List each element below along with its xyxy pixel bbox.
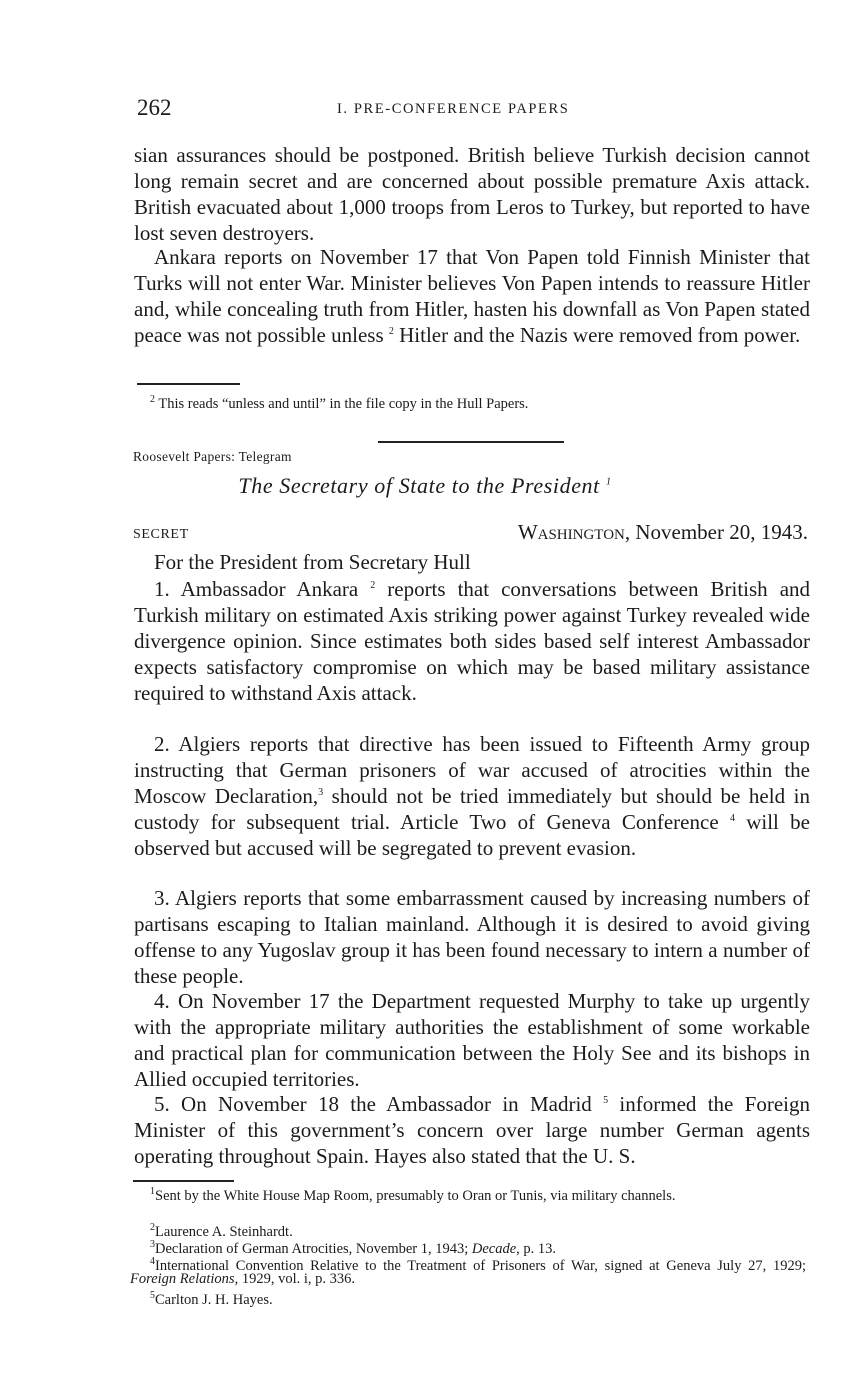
item-text: 2. Algiers reports that directive has been issued to Fifteenth Army group instructing that German prisoners of war accused of atrocities within the Moscow Declaration, <box>134 732 810 808</box>
footnote-separator <box>137 383 240 385</box>
footnote-text: , 1929, vol. i, p. 336. <box>234 1271 356 1287</box>
footnote-1 <box>130 1186 806 1204</box>
footnote-5 <box>130 1290 806 1308</box>
footnote-citation: Foreign Relations <box>130 1271 235 1287</box>
footnote-text: Sent by the White House Map Room, presumably to Oran or Tunis, via military channels. <box>155 1188 676 1204</box>
title-footnote-ref: 1 <box>605 476 612 488</box>
footnote-4 <box>130 1256 806 1287</box>
footnote-ref: 2 <box>370 580 376 591</box>
footnote-top <box>130 394 806 412</box>
item-text: should not be tried immediately but should be held in custody for subsequent trial. Article Two of Geneva Conference <box>134 783 810 834</box>
paragraph-text: Hitler and the Nazis were removed from power. <box>393 322 801 347</box>
running-head: I. PRE-CONFERENCE PAPERS <box>337 101 570 117</box>
continued-paragraph-2 <box>134 245 810 349</box>
item-text: reports that conversations between British and Turkish military on estimated Axis striking power against Turkey revealed wide divergence opinion. Since estimates both sides based self interest Ambassador expects satisfactory compromise on which may be based military assistance required to withstand Axis attack. <box>134 577 811 705</box>
item-text: 1. Ambassador Ankara <box>154 577 359 601</box>
item-5 <box>134 1092 810 1170</box>
footnote-text: Carlton J. H. Hayes. <box>155 1292 273 1308</box>
title-text: The Secretary of State to the President <box>238 473 600 498</box>
footnote-text: , p. 13. <box>516 1241 557 1257</box>
continued-paragraph-1: sian assurances should be postponed. British believe Turkish decision cannot long remain secret and are concerned about possible premature Axis attack. British evacuated about 1,000 troops from Leros to Turkey, but reported to have lost seven destroyers. <box>134 143 810 245</box>
item-text: informed the Foreign Minister of this government’s concern over large number German agents operating throughout Spain. Hayes also stated that the U. S. <box>134 1092 810 1168</box>
item-3: 3. Algiers reports that some embarrassment caused by increasing numbers of partisans escaping to Italian mainland. Although it is desired to avoid giving offense to any Yugoslav group it has been found necessary to intern a number of these people. <box>134 886 810 988</box>
footnote-citation: Decade <box>471 1241 517 1257</box>
item-2 <box>134 732 810 862</box>
footnote-text: This reads “unless and until” in the file copy in the Hull Papers. <box>155 396 529 412</box>
footnote-separator <box>133 1180 234 1182</box>
document-source: Roosevelt Papers: Telegram <box>133 449 292 464</box>
footnote-ref: 5 <box>603 1095 609 1106</box>
salutation: For the President from Secretary Hull <box>154 550 471 574</box>
footnote-text: Laurence A. Steinhardt. <box>155 1224 293 1240</box>
paragraph-text: Ankara reports on November 17 that Von Papen told Finnish Minister that Turks will not enter War. Minister believes Von Papen intends to reassure Hitler and, while concealing truth from Hitler, hasten his downfall as Von Papen stated peace was not possible unless <box>134 245 810 347</box>
footnote-mark: 2 <box>150 394 155 406</box>
section-divider <box>378 441 564 443</box>
item-text: will be observed but accused will be segregated to prevent evasion. <box>134 809 810 860</box>
page-header <box>137 95 807 125</box>
footnote-ref: 3 <box>318 786 324 798</box>
footnote-ref: 4 <box>729 812 735 824</box>
item-1 <box>134 577 810 707</box>
footnote-mark: 3 <box>150 1239 155 1251</box>
footnote-mark: 4 <box>150 1256 155 1268</box>
item-4: 4. On November 17 the Department requested Murphy to take up urgently with the appropriate military authorities the establishment of some workable and practical plan for communication between the Holy See and its bishops in Allied occupied territories. <box>134 989 810 1091</box>
classification-label: SECRET <box>133 527 189 542</box>
footnote-mark: 2 <box>150 1222 155 1234</box>
page-number: 262 <box>137 95 172 120</box>
footnote-text: Declaration of German Atrocities, November 1, 1943; <box>155 1241 472 1257</box>
dateline <box>518 520 808 545</box>
footnote-ref: 2 <box>388 325 394 337</box>
dateline-date: , November 20, 1943. <box>624 520 808 544</box>
document-title <box>0 473 850 499</box>
footnote-2 <box>130 1222 806 1240</box>
footnote-3 <box>130 1239 806 1257</box>
item-text: 5. On November 18 the Ambassador in Madrid <box>154 1092 592 1116</box>
footnote-mark: 1 <box>150 1186 155 1198</box>
footnote-mark: 5 <box>150 1290 155 1302</box>
footnote-text: International Convention Relative to the Treatment of Prisoners of War, signed at Geneva July 27, 1929; <box>155 1258 806 1274</box>
dateline-place: Washington <box>517 520 625 544</box>
